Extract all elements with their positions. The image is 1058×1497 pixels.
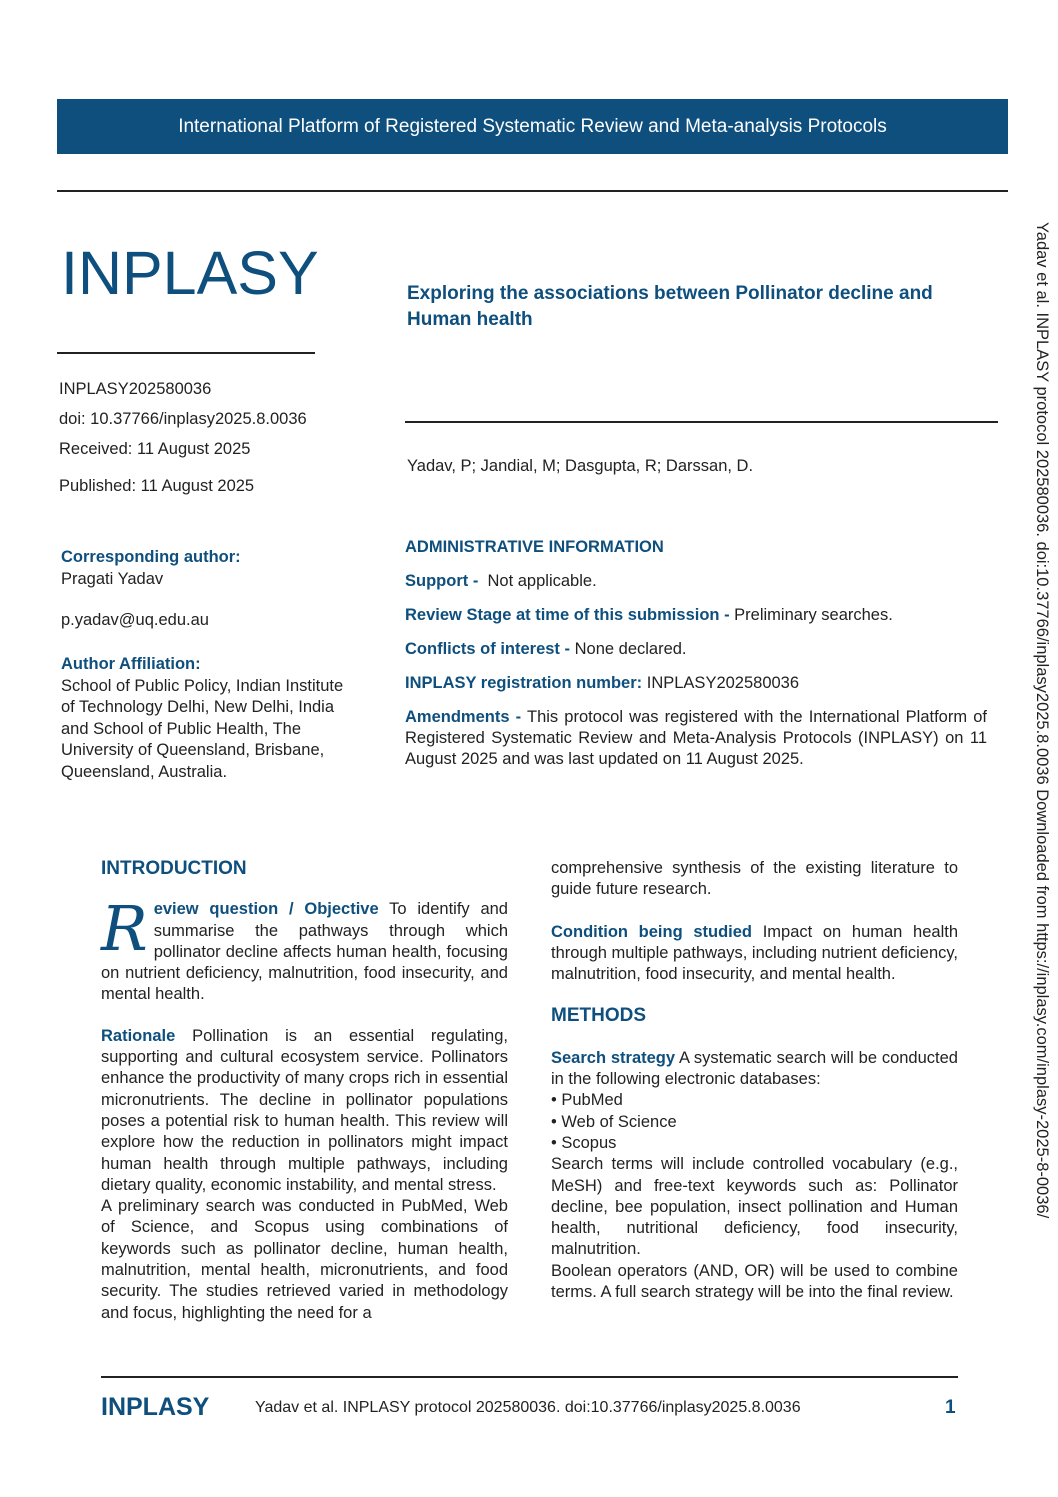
search-strategy-paragraph: [551, 1048, 958, 1091]
footer-citation: Yadav et al. INPLASY protocol 202580036. doi:10.37766/inplasy2025.8.0036: [255, 1399, 801, 1416]
received-date: Received: 11 August 2025: [59, 440, 251, 458]
search-terms-paragraph: Search terms will include controlled vocabulary (e.g., MeSH) and free-text keywords such as: Pollinator decline, bee population, insect pollination and Human health, nutritional deficiency, food insecurity, malnutrition.: [551, 1155, 958, 1259]
logo-divider: [57, 352, 315, 354]
rationale-continuation: comprehensive synthesis of the existing literature to guide future research.: [551, 859, 958, 899]
search-strategy-label: Search strategy: [551, 1048, 676, 1067]
boolean-operators-paragraph: Boolean operators (AND, OR) will be used to combine terms. A full search strategy will be into the final review.: [551, 1261, 958, 1302]
published-date: Published: 11 August 2025: [59, 477, 255, 495]
rationale-paragraph-2: A preliminary search was conducted in PubMed, Web of Science, and Scopus using combinations of keywords such as pollinator decline, human health, malnutrition, mental health, micronutrients, and food security. The studies retrieved varied in methodology and focus, highlighting the need for a: [101, 1197, 508, 1322]
database-item: • Scopus: [551, 1133, 617, 1152]
condition-label: Condition being studied: [551, 922, 752, 941]
review-question-label: eview question / Objective: [153, 900, 379, 919]
amendments-value: This protocol was registered with the International Platform of Registered Systematic Review and Meta-Analysis Protocols (INPLASY) on 11 August 2025 and was last updated on 11 August 2025.: [405, 708, 987, 768]
title-divider: [405, 421, 998, 423]
affiliation-text: School of Public Policy, Indian Institute of Technology Delhi, New Delhi, India and School of Public Health, The University of Queensland, Brisbane, Queensland, Australia.: [61, 676, 344, 781]
database-item: • PubMed: [551, 1091, 623, 1110]
admin-heading: ADMINISTRATIVE INFORMATION: [405, 538, 664, 556]
search-strategy-text: A systematic search will be conducted in the following electronic databases:: [551, 1048, 958, 1089]
rationale-label: Rationale: [101, 1026, 176, 1045]
review-question-text: To identify and summarise the pathways through which pollinator decline affects human health, focusing on nutrient deficiency, malnutrition, food insecurity, and mental health.: [101, 900, 508, 1004]
footer-logo: INPLASY: [101, 1393, 210, 1421]
amendments-label: Amendments -: [405, 708, 522, 726]
conflicts-label: Conflicts of interest -: [405, 640, 571, 658]
admin-stage: [405, 605, 987, 626]
corresponding-author-name: Pragati Yadav: [61, 569, 164, 588]
admin-amendments: [405, 707, 987, 770]
author-list: Yadav, P; Jandial, M; Dasgupta, R; Darssan, D.: [407, 457, 754, 475]
affiliation-heading: Author Affiliation:: [61, 655, 201, 673]
administrative-info: [405, 537, 987, 770]
registration-id: INPLASY202580036: [59, 380, 212, 398]
condition-text: Impact on human health through multiple pathways, including nutrient deficiency, malnutrition, food insecurity, and mental health.: [551, 922, 958, 984]
support-label: Support -: [405, 572, 479, 590]
journal-banner: International Platform of Registered Systematic Review and Meta-analysis Protocols: [57, 99, 1008, 154]
affiliation-block: [61, 654, 351, 783]
review-question-paragraph: [101, 892, 508, 1005]
condition-paragraph: [551, 922, 958, 986]
corresponding-author-email[interactable]: p.yadav@uq.edu.au: [61, 611, 209, 629]
stage-label: Review Stage at time of this submission -: [405, 606, 730, 624]
introduction-heading: INTRODUCTION: [101, 858, 247, 879]
body-column-right: [551, 858, 958, 1303]
corresponding-author-block: [61, 547, 351, 632]
body-column-left: [101, 858, 508, 1324]
admin-registration: [405, 673, 987, 694]
stage-value: Preliminary searches.: [734, 606, 893, 624]
admin-support: [405, 571, 987, 592]
header-divider: [57, 190, 1008, 192]
registration-label: INPLASY registration number:: [405, 674, 643, 692]
footer-divider: [101, 1376, 958, 1378]
methods-heading: METHODS: [551, 1005, 646, 1027]
dropcap-letter: R: [101, 892, 148, 966]
side-download-citation: Yadav et al. INPLASY protocol 202580036. doi:10.37766/inplasy2025.8.0036 Downloaded from https://inplasy.com/inplasy-2025-8-0036/: [1033, 222, 1051, 1219]
article-title: Exploring the associations between Pollinator decline and Human health: [407, 283, 933, 330]
support-value: Not applicable.: [487, 572, 597, 590]
registration-value: INPLASY202580036: [646, 674, 800, 692]
corresponding-author-heading: Corresponding author:: [61, 548, 241, 566]
conflicts-value: None declared.: [574, 640, 687, 658]
page-number: 1: [945, 1397, 956, 1418]
admin-conflicts: [405, 639, 987, 660]
database-item: • Web of Science: [551, 1112, 677, 1131]
rationale-paragraph: [101, 1026, 508, 1196]
rationale-text: Pollination is an essential regulating, supporting and cultural ecosystem service. Pollinators enhance the productivity of many crops rich in essential micronutrients. The decline in pollinator populations poses a potential risk to human health. This review will explore how the reduction in pollinators might impact human health through multiple pathways, including dietary quality, economic instability, and mental stress.: [101, 1026, 508, 1194]
doi[interactable]: doi: 10.37766/inplasy2025.8.0036: [59, 410, 307, 428]
inplasy-logo: INPLASY: [61, 239, 319, 307]
